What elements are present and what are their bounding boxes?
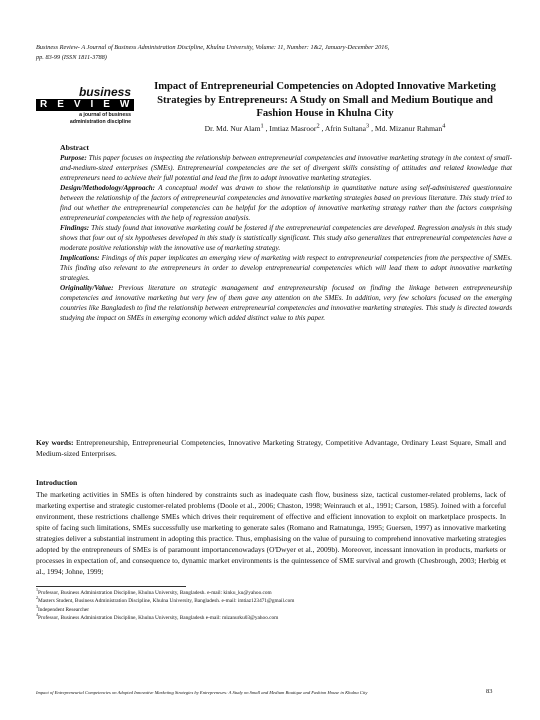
author-affiliation-mark: 3 bbox=[366, 122, 370, 130]
abstract-originality bbox=[60, 283, 512, 323]
abstract-purpose bbox=[60, 153, 512, 183]
footnotes bbox=[36, 589, 506, 622]
logo-tagline-2: administration discipline bbox=[69, 119, 131, 126]
footnote-text: Professor, Business Administration Discipline, Khulna University, Bangladesh e-mail: mizanurku03@yahoo.com bbox=[38, 614, 279, 621]
abstract-implications bbox=[60, 253, 512, 283]
footnote-mark: 1 bbox=[36, 587, 38, 593]
footnote-mark: 4 bbox=[36, 612, 38, 618]
logo-word-business: business bbox=[78, 85, 131, 99]
author-name: Md. Mizanur Rahman bbox=[374, 124, 443, 133]
originality-text: Previous literature on strategic management and entrepreneurship focused on finding the linkage between entrepreneurship competencies and innovative marketing but very few of them gave any attention on the SMEs. In addition, very few scholars focused on the emerging countries like Bangladesh to find the relationship between entrepreneurial competencies and innovative marketing strategies. This study is directed towards studying the impact on SMEs in emerging economy which added distinct value to this paper. bbox=[60, 284, 512, 322]
author-name: Dr. Md. Nur Alam bbox=[204, 124, 261, 133]
originality-label: Originality/Value: bbox=[60, 284, 114, 292]
footnote bbox=[36, 597, 506, 605]
author-name: Imtiaz Masroor bbox=[269, 124, 317, 133]
abstract-section bbox=[60, 143, 512, 323]
footnote-text: Masters Student, Business Administration Discipline, Khulna University, Bangladesh. e-mail: imtiaz123471@gmail.com bbox=[38, 598, 295, 605]
keywords-text: Entrepreneurship, Entrepreneurial Competencies, Innovative Marketing Strategy, Competitive Advantage, Ordinary Least Square, Small and Medium-sized Enterprises. bbox=[36, 438, 506, 458]
footnote-mark: 3 bbox=[36, 603, 38, 609]
logo-tagline-1: a journal of business bbox=[79, 112, 131, 118]
footnote-divider bbox=[36, 586, 186, 587]
keywords bbox=[36, 438, 506, 460]
footnote bbox=[36, 614, 506, 622]
findings-text: This study found that innovative marketing could be fostered if the entrepreneurial competencies are developed. Regression analysis in this study shows that four out of six hypotheses developed in this study is statistically significant. This study also generalizes that entrepreneurial competencies have a moderate positive relationship with the innovative use of marketing strategy. bbox=[60, 224, 512, 252]
author-affiliation-mark: 1 bbox=[260, 122, 264, 130]
purpose-label: Purpose: bbox=[60, 154, 87, 162]
footnote bbox=[36, 603, 506, 614]
findings-label: Findings: bbox=[60, 224, 90, 232]
footnote-text: Independent Researcher bbox=[38, 606, 90, 613]
design-label: Design/Methodology/Approach: bbox=[60, 184, 156, 192]
implications-label: Implications: bbox=[60, 254, 100, 262]
footnote-mark: 2 bbox=[36, 595, 38, 601]
author-list: Dr. Md. Nur Alam$^1$ , Imtiaz Masroor$^2$ , Afrin Sultana$^3$ , Md. Mizanur Rahman$^4$ bbox=[204, 122, 446, 133]
introduction-paragraph: The marketing activities in SMEs is often hindered by constraints such as inadequate cash flow, business size, tactical customer-related problems, lack of marketing expertise and strategic customer-related problems (Doole et al., 2006; Chaston, 1998; Weinrauch et al., 1991; Carson, 1985). Joined with a forceful environment, these restrictions challenge SMEs which drives their requirement of effective and efficient innovation to exploit on marketplace prospects. In spite of facing such limitations, SMEs successfully use marketing to generate sales (Romano and Ratnatunga, 1995; Guersen, 1997) as innovative marketing strategies deliver a substantial instrument in adopting this practice. Thus, emphasising on the value of pursuing to comprehend innovative marketing strategies adopted by the entrepreneurs of SMEs is of paramount importancenowadays (O'Dwyer et al., 2009b). Moreover, incessant innovation in products, markets or processes in expectation of, and consequence to, dynamic market environments is the quintessence of SME survival and growth (Chesbrough, 2003; Herbig et al., 1994; Johne, 1999; bbox=[36, 490, 506, 576]
author-affiliation-mark: 4 bbox=[442, 122, 446, 130]
abstract-heading: Abstract bbox=[60, 143, 90, 152]
journal-header-line-2: pp. 83-99 (ISSN 1811-3788) bbox=[36, 53, 107, 61]
running-footer: Impact of Entrepreneurial Competencies on Adopted Innovative Marketing Strategies by Entrepreneurs: A Study on Small and Medium Boutique and Fashion House in Khulna City bbox=[36, 690, 368, 695]
journal-header bbox=[36, 43, 506, 62]
abstract-design bbox=[60, 183, 512, 223]
implications-text: Findings of this paper implicates an emerging view of marketing with respect to entrepreneurial competencies from the perspective of SMEs. This finding also relevant to the entrepreneurs in order to develop entrepreneurial competencies which will lead them to adopt innovative marketing strategies. bbox=[60, 254, 512, 282]
purpose-text: This paper focuses on inspecting the relationship between entrepreneurial competencies and innovative marketing strategy in the context of small-and-medium-sized enterprises (SMEs). Entrepreneurial competencies are the set of divergent skills consisting of attitudes and related knowledge that entrepreneurs need to achieve their full potential and lead the firm to adopt innovative marketing strategies. bbox=[60, 154, 512, 182]
page-number: 83 bbox=[486, 688, 493, 695]
abstract-findings bbox=[60, 223, 512, 253]
journal-header-line-1: Business Review- A Journal of Business Administration Discipline, Khulna University, Volume: 11, Number: 1&2, January-December 2016, bbox=[36, 44, 390, 51]
introduction-heading: Introduction bbox=[36, 478, 78, 487]
footnote bbox=[36, 589, 506, 597]
keywords-label: Key words: bbox=[36, 438, 74, 447]
article-title: Impact of Entrepreneurial Competencies on Adopted Innovative Marketing Strategies by Entrepreneurs: A Study on Small and Medium Boutique and Fashion House in Khulna City bbox=[154, 81, 496, 120]
author-affiliation-mark: 2 bbox=[316, 122, 320, 130]
logo-word-review: R E V I E W bbox=[36, 99, 134, 111]
journal-logo bbox=[36, 86, 134, 126]
footnote-text: Professor, Business Administration Discipline, Khulna University, Bangladesh. e-mail: kinku_ku@yahoo.com bbox=[38, 590, 272, 596]
design-text: A conceptual model was drawn to show the relationship in quantitative nature using self-administered questionnaire between the relationship of the factors of entrepreneurial competencies and innovative marketing strategies based on previous literature. This study tried to find out whether the entrepreneurial competencies can be helpful for the adoption of innovative marketing strategy rather than the factors comprising entrepreneurial competencies with the help of regression analysis. bbox=[60, 184, 512, 222]
author-name: Afrin Sultana bbox=[324, 124, 367, 133]
